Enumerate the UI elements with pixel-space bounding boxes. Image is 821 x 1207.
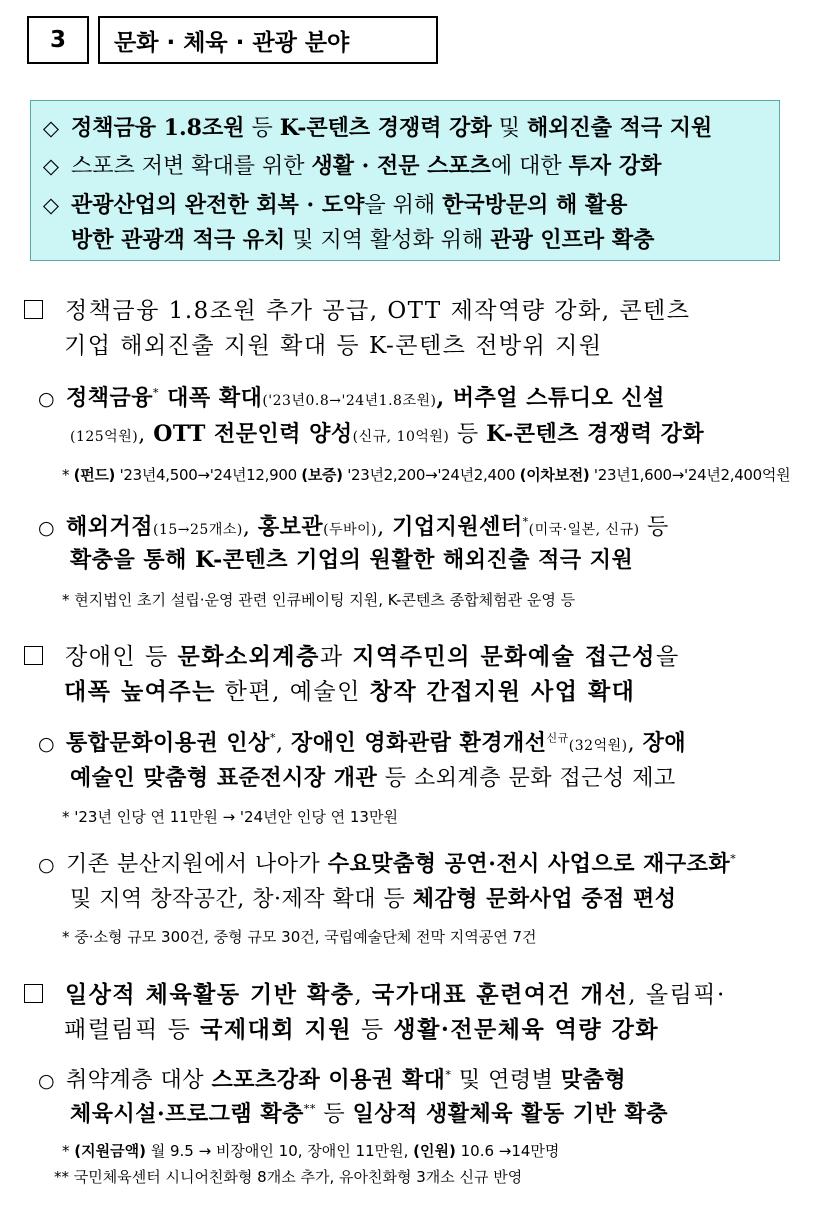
summary-emph: 방한 관광객 적극 유치 [71,227,286,253]
s1-heading-text: 정책금융 1.8조원 추가 공급, OTT 제작역량 강화, 콘텐츠 [65,298,691,324]
s2-emph: 예술인 맞춤형 표준전시장 개관 [70,765,378,791]
circle-bullet-icon: ○ [38,733,56,755]
circle-bullet-icon: ○ [38,388,56,410]
s2-text: , [627,731,643,756]
s3-item-a-line-1 [38,1063,626,1094]
s1-item-b-line-1 [38,510,669,541]
s3-emph: 일상적 생활체육 활동 기반 확충 [352,1101,669,1127]
s1-item-b-line-2: 확충을 통해 K-콘텐츠 기업의 원활한 해외진출 적극 지원 [70,547,634,573]
s2-emph: 통합문화이용권 인상 [66,730,270,756]
summary-emph: 투자 강화 [568,153,662,179]
s1-b-text: 등 [639,515,669,540]
footnote-mark: * [522,515,529,529]
footnote-mark: * [445,1068,452,1082]
summary-emph: 관광산업의 완전한 회복 · 도약 [71,192,365,218]
s2-text: 한편, 예술인 [215,679,370,705]
s1-b-detail: (15→25개소) [153,522,243,538]
note-text: '23년4,500→'24년12,900 [115,466,302,484]
s3-heading-line-1 [24,976,726,1009]
s1-heading-line-1 [24,292,690,325]
note-label: (펀드) [73,466,116,484]
s3-text: 등 [352,1017,394,1043]
s2-text: 을 [655,644,680,670]
summary-emph: 관광 인프라 확충 [490,227,655,253]
s2-text: 및 지역 창작공간, 창·제작 확대 등 [70,887,413,912]
summary-line-3 [31,188,627,219]
note-text: 10.6 →14만명 [455,1142,560,1160]
s2-emph: 문화소외계층 [177,643,320,670]
s1-b-emph: 홍보관 [257,514,324,540]
summary-emph: 정책금융 1.8조원 [71,115,245,141]
s1-a-emph: 대폭 확대 [159,385,263,411]
s1-a-emph: 정책금융 [66,385,154,411]
circle-bullet-icon: ○ [38,854,56,876]
s1-a-text: , [138,422,154,447]
s1-item-a-line-2 [70,417,704,448]
s1-a-detail: (125억원) [70,429,139,445]
summary-line-2 [31,149,661,180]
s1-a-text: 등 [449,422,487,447]
s2-text: 과 [319,644,353,670]
note-mark: * [62,1142,75,1160]
summary-line-1 [31,111,712,142]
footnote-mark: ** [303,1102,316,1116]
s3-emph: 맞춤형 [560,1067,627,1093]
s2-detail: (32억원) [568,738,628,754]
note-label: (보증) [301,466,343,484]
s1-a-emph: , 버추얼 스튜디오 신설 [436,385,665,411]
s2-emph: 대폭 높여주는 [64,678,216,705]
s3-emph: 국가대표 훈련여건 개선 [372,981,629,1008]
s3-text: 등 [315,1102,353,1127]
diamond-icon: ◇ [42,116,60,140]
s3-note-2: ** 국민체육센터 시니어친화형 8개소 추가, 유아친화형 3개소 신규 반영 [54,1168,523,1186]
s2-item-a-line-2 [70,761,676,792]
footnote-mark: * [153,386,160,400]
s1-b-emph: 기업지원센터 [392,514,523,540]
s3-emph: 스포츠강좌 이용권 확대 [211,1067,446,1093]
s3-heading-line-2 [64,1011,659,1044]
square-bullet-icon [24,984,43,1003]
s1-b-text: , [242,515,258,540]
s1-note-1 [62,464,790,485]
s3-emph: 생활·전문체육 역량 강화 [393,1016,660,1043]
summary-emph: 해외진출 적극 지원 [526,115,713,141]
circle-bullet-icon: ○ [38,1070,56,1092]
s2-heading-line-2 [64,673,635,706]
summary-emph: 한국방문의 해 활용 [442,192,628,218]
s1-heading-line-2: 기업 해외진출 지원 확대 등 K-콘텐츠 전방위 지원 [64,333,603,359]
note-text: 월 9.5 → 비장애인 10, 장애인 11만원, [145,1142,414,1160]
note-text: '23년2,200→'24년2,400 [342,466,520,484]
s2-emph: 장애 [642,730,687,756]
diamond-icon: ◇ [42,154,60,178]
s1-item-a-line-1 [38,381,665,412]
s2-note-1: * '23년 인당 연 11만원 → '24년안 인당 연 13만원 [62,808,398,826]
summary-text: 등 [244,116,280,141]
summary-text: 및 [491,116,527,141]
summary-emph: K-콘텐츠 경쟁력 강화 [279,115,492,141]
s2-emph: 지역주민의 문화예술 접근성 [352,643,656,670]
s3-text: , [354,982,373,1008]
s2-item-a-line-1 [38,726,686,757]
note-text: '23년1,600→'24년2,400억원 [589,466,791,484]
s1-b-text: , [377,515,393,540]
section-number: 3 [27,16,89,64]
s2-emph: 체감형 문화사업 중점 편성 [412,886,677,912]
s2-text: 장애인 등 [65,644,178,670]
summary-line-4 [71,223,654,254]
diamond-icon: ◇ [42,193,60,217]
footnote-mark: * [730,852,737,866]
s1-a-emph: OTT 전문인력 양성 [153,421,353,447]
s2-emph: 수요맞춤형 공연·전시 사업으로 재구조화 [327,851,731,877]
s3-note-1 [62,1140,559,1161]
square-bullet-icon [24,646,43,665]
summary-text: 스포츠 저변 확대를 위한 [71,154,312,179]
s2-text: , [275,731,291,756]
note-label: (지원금액) [74,1142,146,1160]
s2-text: 기존 분산지원에서 나아가 [66,852,328,877]
footnote-mark: * [269,731,276,745]
summary-box [30,100,780,261]
s1-a-emph: K-콘텐츠 경쟁력 강화 [486,421,705,447]
s1-b-emph: 해외거점 [66,514,154,540]
square-bullet-icon [24,300,43,319]
summary-text: 을 위해 [364,193,443,218]
s3-text: 취약계층 대상 [66,1068,212,1093]
s2-heading-line-1 [24,638,680,671]
s2-text: 등 소외계층 문화 접근성 제고 [377,766,676,791]
new-mark: 신규 [546,731,569,745]
circle-bullet-icon: ○ [38,517,56,539]
s1-note-2: * 현지법인 초기 설립·운영 관련 인큐베이팅 지원, K-콘텐츠 종합체험관 운영 등 [62,591,576,609]
s1-a-detail: ('23년0.8→'24년1.8조원) [262,393,437,409]
section-title: 문화 · 체육 · 관광 분야 [98,16,438,64]
s3-emph: 국제대회 지원 [200,1016,353,1043]
s2-emph: 창작 간접지원 사업 확대 [369,678,636,705]
s1-b-detail: (미국·일본, 신규) [528,522,640,538]
s3-emph: 체육시설·프로그램 확충 [70,1101,304,1127]
s2-emph: 장애인 영화관람 환경개선 [290,730,547,756]
s3-text: 및 연령별 [451,1068,561,1093]
s3-emph: 일상적 체육활동 기반 확충 [65,981,355,1008]
s2-note-2: * 중·소형 규모 300건, 중형 규모 30건, 국립예술단체 전막 지역공연 7건 [62,928,537,946]
note-mark: * [62,466,74,484]
s2-item-b-line-2 [70,882,677,913]
s3-text: 패럴림픽 등 [64,1017,201,1043]
s1-b-detail: (두바이) [323,522,378,538]
note-label: (인원) [413,1142,456,1160]
s1-a-detail: (신규, 10억원) [352,429,450,445]
s3-item-a-line-2 [70,1097,668,1128]
note-label: (이차보전) [519,466,590,484]
summary-text: 에 대한 [490,154,569,179]
s3-text: , 올림픽· [628,982,726,1008]
summary-text: 및 지역 활성화 위해 [285,228,491,253]
s2-item-b-line-1 [38,847,736,878]
summary-emph: 생활 · 전문 스포츠 [311,153,491,179]
